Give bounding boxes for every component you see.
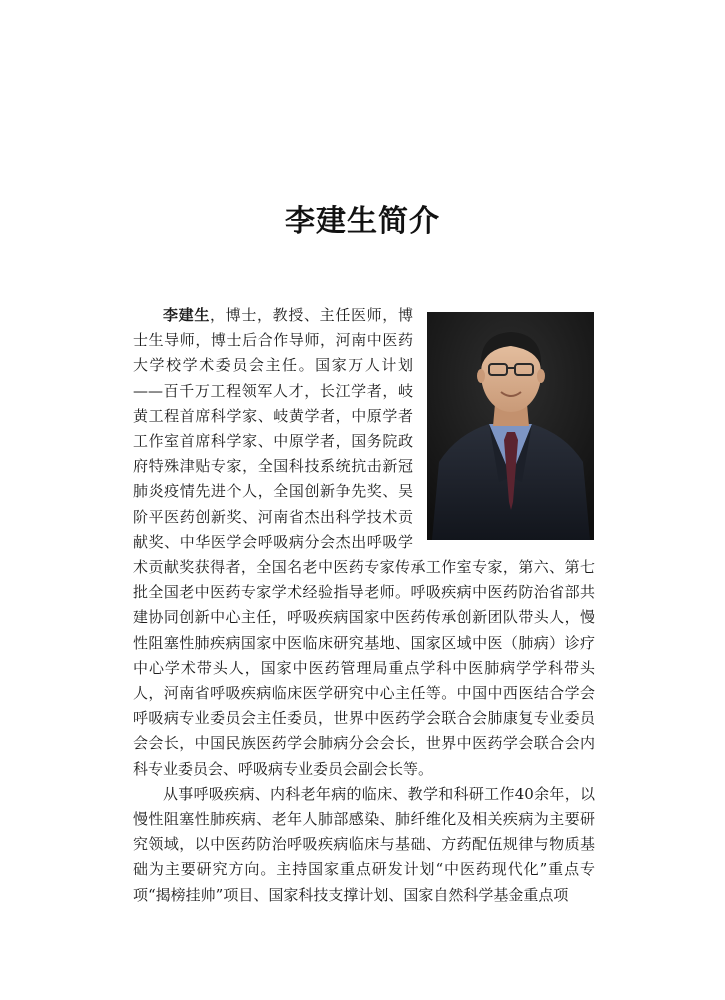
paragraph-1-text: ，博士，教授、主任医师，博士生导师，博士后合作导师，河南中医药大学校学术委员会主任。国家万人计划——百千万工程领军人才，长江学者，岐黄工程首席科学家、岐黄学者，中原学者工作室首席科学家、中原学者，国务院政府特殊津贴专家，全国科技系统抗击新冠肺炎疫情先进个人，全国创新争先奖、吴阶平医药创新奖、河南省杰出科学技术贡献奖、中华医学会呼吸病分会杰出呼吸学术贡献奖获得者，全国名老中医药专家传承工作室专家，第六、第七批全国老中医药专家学术经验指导老师。呼吸疾病中医药防治省部共建协同创新中心主任，呼吸疾病国家中医药传承创新团队带头人，慢性阻塞性肺疾病国家中医临床研究基地、国家区域中医（肺病）诊疗中心学术带头人，国家中医药管理局重点学科中医肺病学学科带头人，河南省呼吸疾病临床医学研究中心主任等。中国中西医结合学会呼吸病专业委员会主任委员，世界中医药学会联合会肺康复专业委员会会长，中国民族医药学会肺病分会会长，世界中医药学会联合会内科专业委员会、呼吸病专业委员会副会长等。: [133, 306, 595, 778]
portrait-wrap-spacer: [413, 303, 595, 553]
biography-paragraph-2: 从事呼吸疾病、内科老年病的临床、教学和科研工作40余年，以慢性阻塞性肺疾病、老年人肺部感染、肺纤维化及相关疾病为主要研究领域，以中医药防治呼吸疾病临床与基础、方药配伍规律与物质基础为主要研究方向。主持国家重点研发计划“中医药现代化”重点专项“揭榜挂帅”项目、国家科技支撑计划、国家自然科学基金重点项: [133, 784, 595, 904]
biography-text: [133, 303, 595, 908]
person-name: 李建生: [163, 306, 210, 324]
page-title: 李建生简介: [285, 204, 440, 240]
